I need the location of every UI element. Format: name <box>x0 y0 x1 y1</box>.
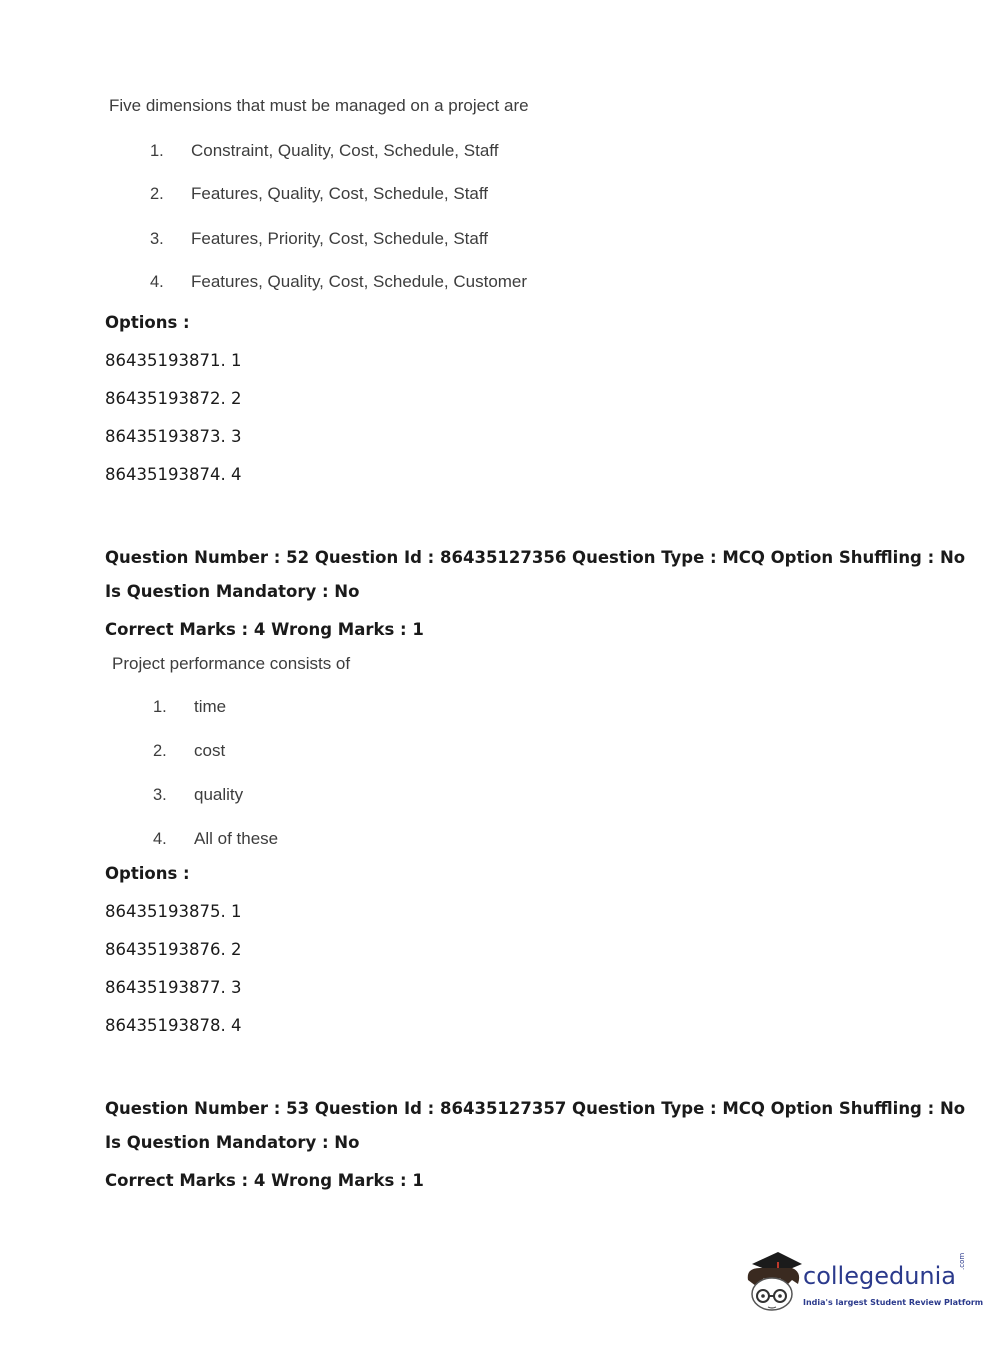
brand-suffix: .com <box>958 1252 966 1270</box>
brand-tagline: India's largest Student Review Platform <box>803 1298 984 1307</box>
q52-stem: Project performance consists of <box>112 654 351 673</box>
q51-item-4-text: Features, Quality, Cost, Schedule, Customer <box>191 272 528 291</box>
q52-item-2-text: cost <box>194 741 226 760</box>
q51-item-1-number: 1. <box>150 142 164 160</box>
q52-option-1: 86435193875. 1 <box>105 902 242 921</box>
q51-option-4: 86435193874. 4 <box>105 465 242 484</box>
brand-name: collegedunia <box>803 1262 957 1290</box>
q51-item-3-text: Features, Priority, Cost, Schedule, Staff <box>191 229 489 248</box>
q51-item-2-number: 2. <box>150 185 164 203</box>
q52-item-1-text: time <box>194 697 227 716</box>
q52-item-4-text: All of these <box>194 829 279 848</box>
q52-item-4-number: 4. <box>153 830 167 848</box>
q51-option-3: 86435193873. 3 <box>105 427 242 446</box>
q52-item-3-text: quality <box>194 785 244 804</box>
q53-mandatory: Is Question Mandatory : No <box>105 1133 360 1152</box>
q51-item-3-number: 3. <box>150 230 164 248</box>
q53-header: Question Number : 53 Question Id : 86435127357 Question Type : MCQ Option Shuffling : No <box>105 1099 966 1118</box>
q51-stem: Five dimensions that must be managed on a project are <box>109 96 529 115</box>
q51-item-4-number: 4. <box>150 273 164 291</box>
q52-option-4: 86435193878. 4 <box>105 1016 242 1035</box>
q52-options-label: Options : <box>105 864 190 883</box>
q51-item-1-text: Constraint, Quality, Cost, Schedule, Staff <box>191 141 499 160</box>
q51-option-2: 86435193872. 2 <box>105 389 242 408</box>
q52-header: Question Number : 52 Question Id : 86435127356 Question Type : MCQ Option Shuffling : No <box>105 548 966 567</box>
q53-marks: Correct Marks : 4 Wrong Marks : 1 <box>105 1171 424 1190</box>
q52-item-2-number: 2. <box>153 742 167 760</box>
q52-marks: Correct Marks : 4 Wrong Marks : 1 <box>105 620 424 639</box>
q52-option-2: 86435193876. 2 <box>105 940 242 959</box>
q52-option-3: 86435193877. 3 <box>105 978 242 997</box>
q52-item-3-number: 3. <box>153 786 167 804</box>
q51-item-2-text: Features, Quality, Cost, Schedule, Staff <box>191 184 489 203</box>
q52-item-1-number: 1. <box>153 698 167 716</box>
q51-option-1: 86435193871. 1 <box>105 351 242 370</box>
q51-options-label: Options : <box>105 313 190 332</box>
q52-mandatory: Is Question Mandatory : No <box>105 582 360 601</box>
